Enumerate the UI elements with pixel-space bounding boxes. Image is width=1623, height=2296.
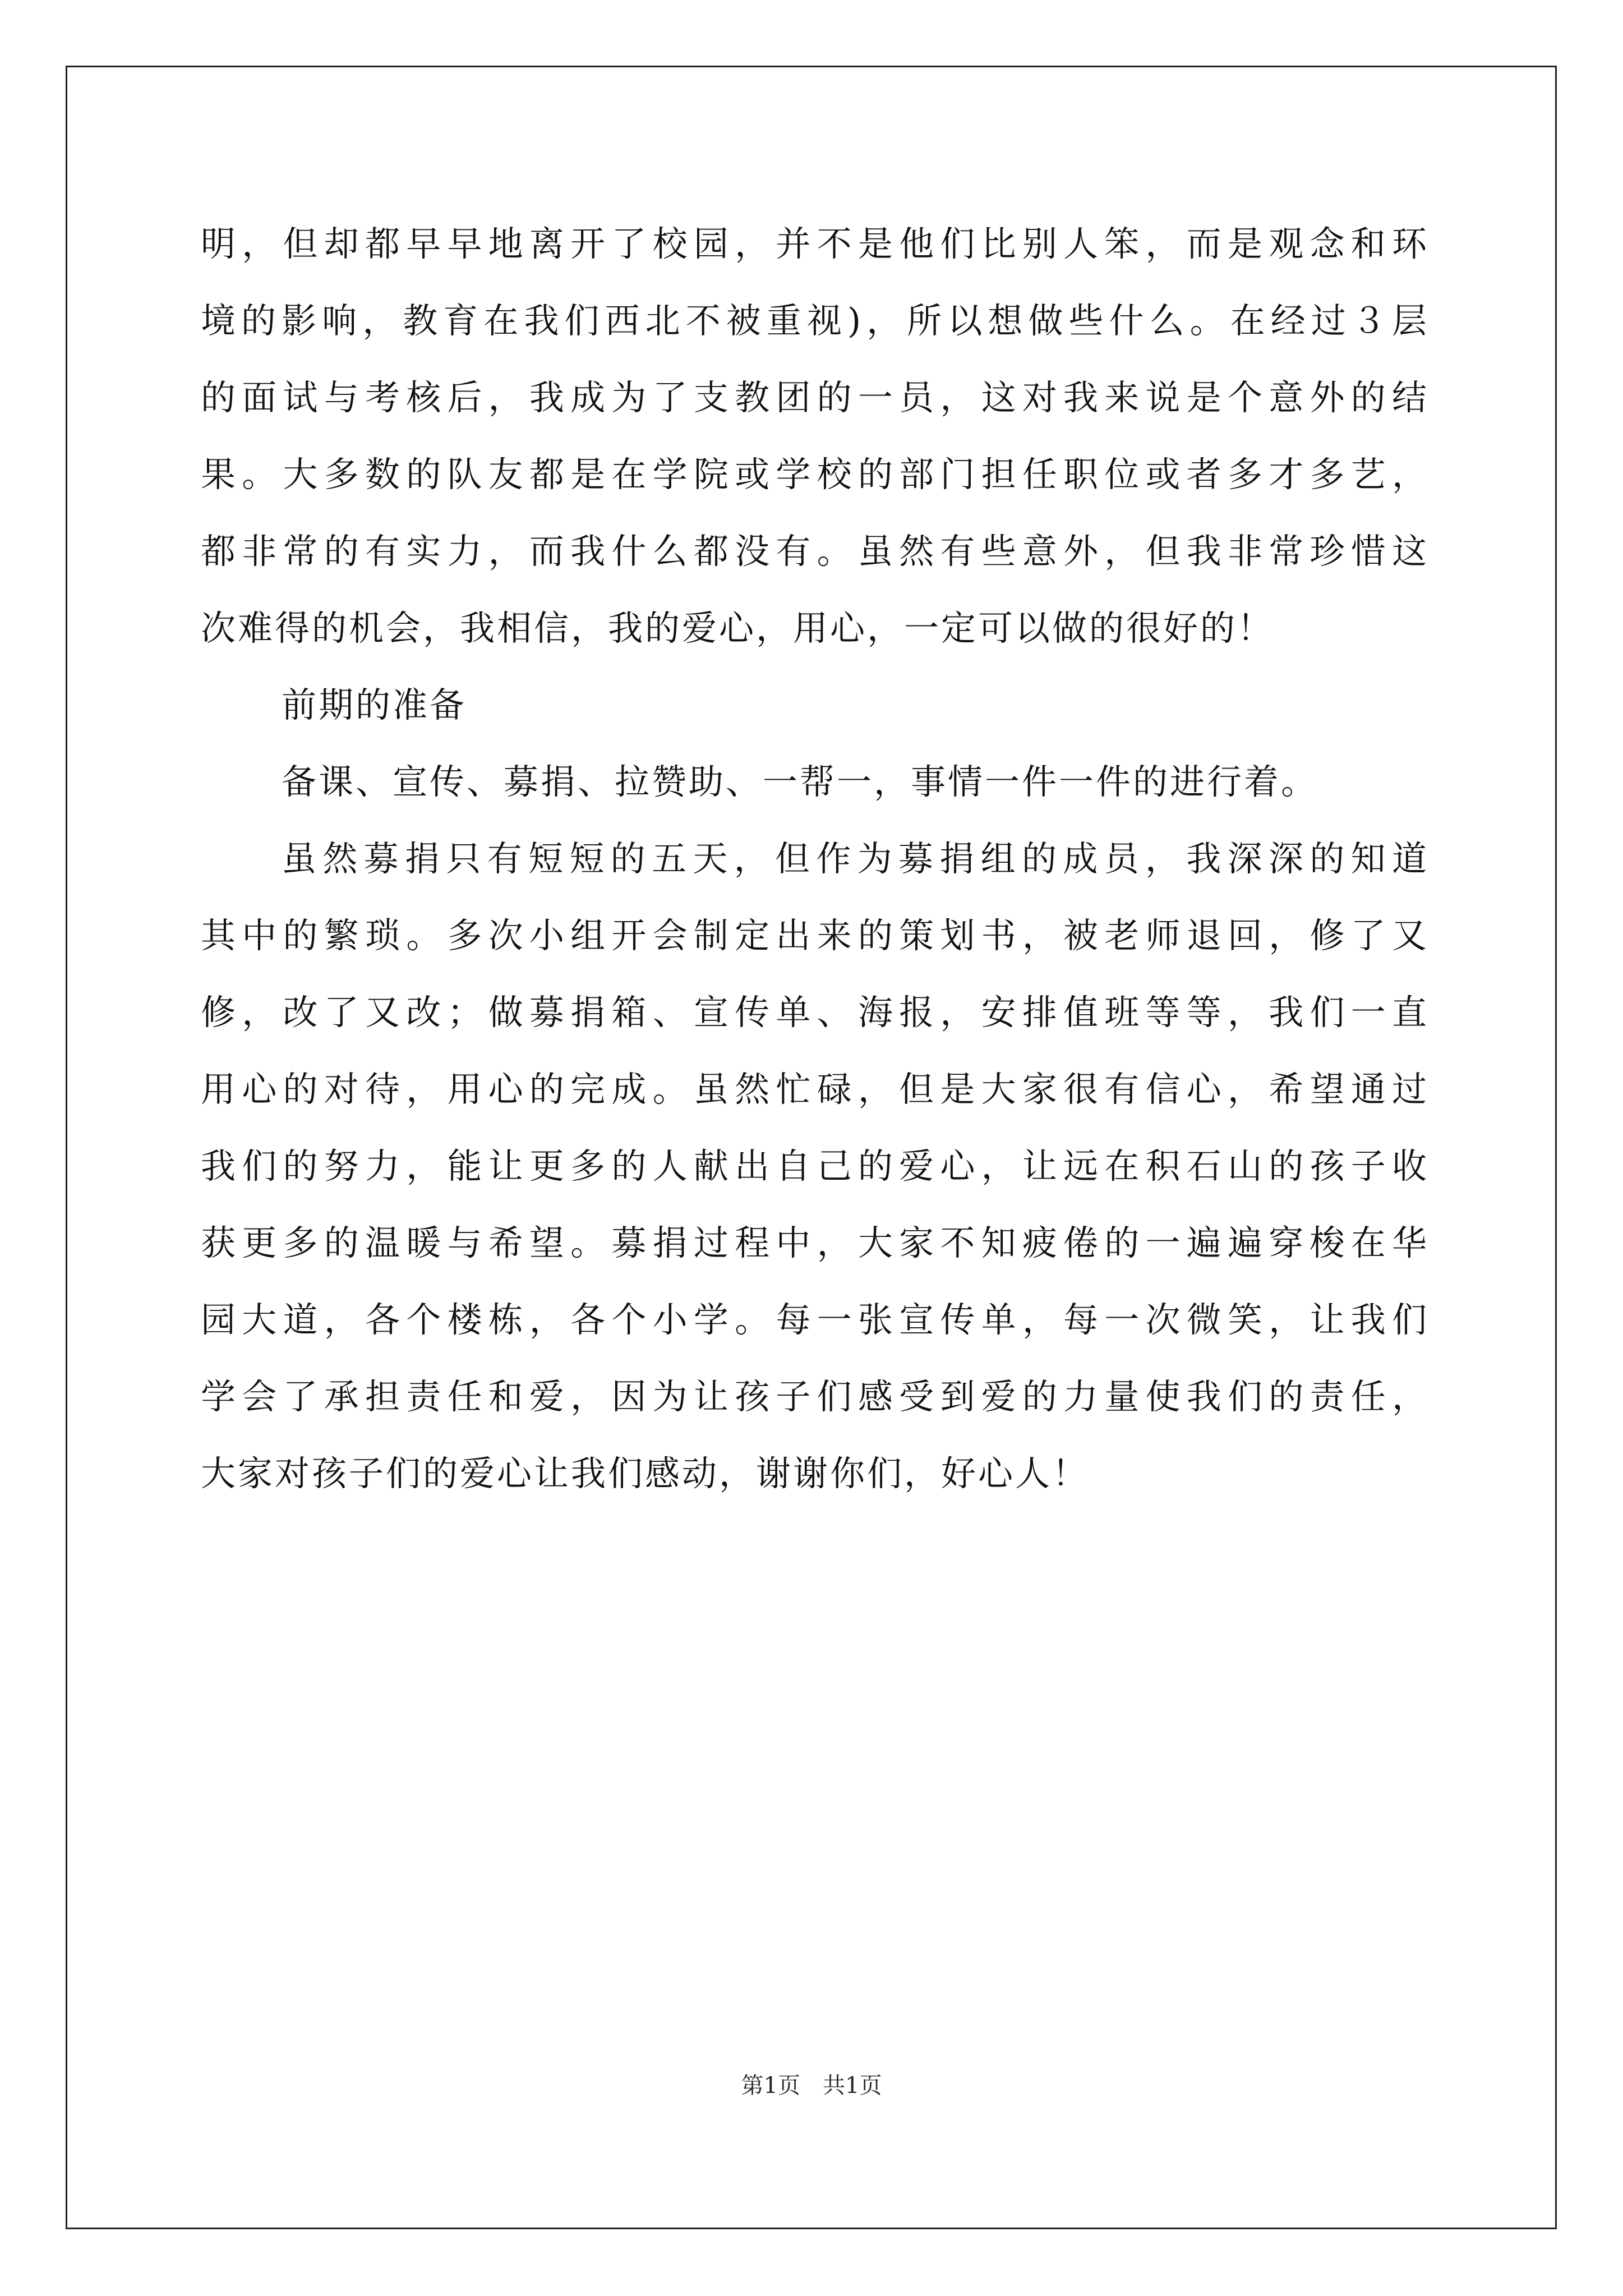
text-line: 我们的努力，能让更多的人献出自己的爱心，让远在积石山的孩子收 — [201, 1145, 1429, 1186]
text-line: 学会了承担责任和爱，因为让孩子们感受到爱的力量使我们的责任， — [201, 1376, 1429, 1417]
text-line: 次难得的机会，我相信，我的爱心，用心，一定可以做的很好的！ — [201, 608, 1275, 648]
page-number: 第1页 共1页 — [741, 2073, 882, 2099]
section-heading: 前期的准备 — [282, 684, 467, 725]
text-line: 虽然募捐只有短短的五天，但作为募捐组的成员，我深深的知道 — [282, 838, 1429, 879]
text-line: 大家对孩子们的爱心让我们感动，谢谢你们，好心人！ — [201, 1453, 1090, 1494]
text-line: 园大道，各个楼栋，各个小学。每一张宣传单，每一次微笑，让我们 — [201, 1299, 1429, 1340]
text-line: 明，但却都早早地离开了校园，并不是他们比别人笨，而是观念和环 — [201, 223, 1429, 264]
text-line: 都非常的有实力，而我什么都没有。虽然有些意外，但我非常珍惜这 — [201, 531, 1429, 572]
text-line: 备课、宣传、募捐、拉赞助、一帮一，事情一件一件的进行着。 — [282, 761, 1318, 802]
text-line: 境的影响，教育在我们西北不被重视)，所以想做些什么。在经过３层 — [201, 300, 1429, 341]
text-line: 获更多的温暖与希望。募捐过程中，大家不知疲倦的一遍遍穿梭在华 — [201, 1222, 1429, 1263]
text-line: 其中的繁琐。多次小组开会制定出来的策划书，被老师退回，修了又 — [201, 915, 1429, 956]
text-line: 修，改了又改；做募捐箱、宣传单、海报，安排值班等等，我们一直 — [201, 992, 1429, 1033]
text-line: 果。大多数的队友都是在学院或学校的部门担任职位或者多才多艺， — [201, 454, 1429, 495]
text-line: 用心的对待，用心的完成。虽然忙碌，但是大家很有信心，希望通过 — [201, 1069, 1429, 1110]
text-line: 的面试与考核后，我成为了支教团的一员，这对我来说是个意外的结 — [201, 377, 1429, 418]
